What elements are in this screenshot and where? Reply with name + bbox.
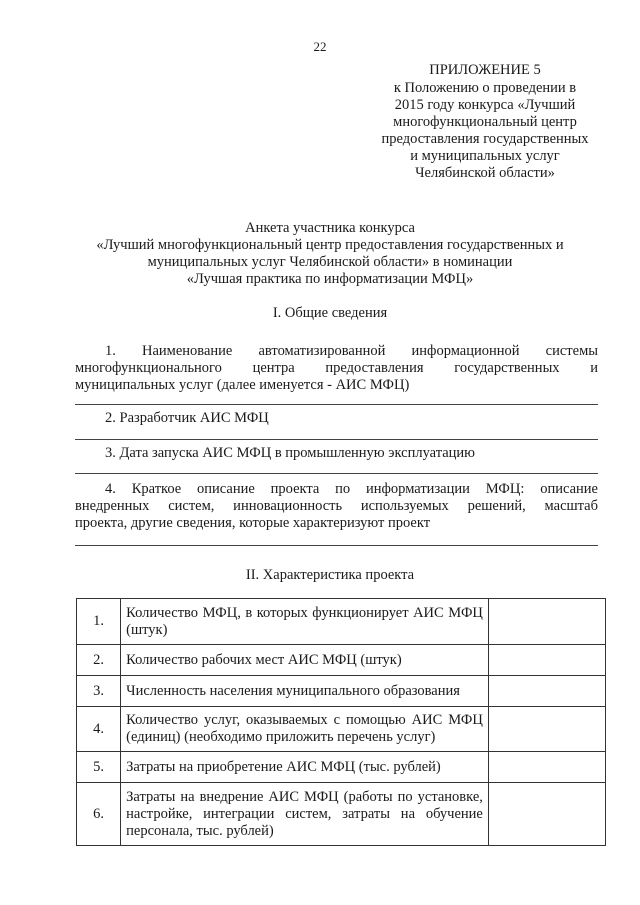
table-row [77, 599, 606, 645]
item-4-paragraph [75, 481, 598, 532]
row-value-cell[interactable] [488, 783, 605, 846]
characteristics-table [76, 598, 606, 846]
row-value-cell[interactable] [488, 707, 605, 752]
row-number: 4. [77, 707, 121, 752]
item-1-line: 1. Наименование автоматизированной информационной системы [105, 343, 598, 359]
item-1-paragraph [75, 343, 598, 394]
row-description: Затраты на внедрение АИС МФЦ (работы по установке, настройке, интеграции систем, затраты на обучение персонала, тыс. рублей) [121, 783, 489, 846]
section-2-title: II. Характеристика проекта [245, 567, 415, 583]
row-number: 6. [77, 783, 121, 846]
heading-line: муниципальных услуг Челябинской области» в номинации [147, 254, 513, 270]
heading-line: Анкета участника конкурса [245, 220, 415, 236]
table-row [77, 752, 606, 783]
appendix-block [370, 62, 600, 182]
row-description: Затраты на приобретение АИС МФЦ (тыс. рублей) [121, 752, 489, 783]
appendix-line: Челябинской области» [415, 165, 555, 181]
row-value-cell[interactable] [488, 599, 605, 645]
section-1-title: I. Общие сведения [272, 305, 388, 321]
item-1-line: муниципальных услуг (далее именуется - АИС МФЦ) [75, 377, 410, 393]
appendix-line: и муниципальных услуг [410, 148, 560, 164]
answer-line-3[interactable] [75, 473, 598, 474]
item-2-label: 2. Разработчик АИС МФЦ [105, 410, 269, 426]
item-4-line: 4. Краткое описание проекта по информатизации МФЦ: описание [105, 481, 598, 497]
row-number: 1. [77, 599, 121, 645]
heading-line: «Лучший многофункциональный центр предоставления государственных и [96, 237, 564, 253]
row-description: Численность населения муниципального образования [121, 676, 489, 707]
item-3-label: 3. Дата запуска АИС МФЦ в промышленную эксплуатацию [105, 445, 476, 461]
appendix-line: предоставления государственных [381, 131, 589, 147]
row-number: 3. [77, 676, 121, 707]
answer-line-1[interactable] [75, 404, 598, 405]
item-4-line: проекта, другие сведения, которые характеризуют проект [75, 515, 431, 531]
appendix-line: 2015 году конкурса «Лучший [394, 97, 576, 113]
row-description: Количество рабочих мест АИС МФЦ (штук) [121, 645, 489, 676]
answer-line-4[interactable] [75, 545, 598, 546]
appendix-title: ПРИЛОЖЕНИЕ 5 [429, 62, 541, 78]
item-1-line: многофункционального центра предоставления государственных и [75, 360, 598, 376]
item-4-line: внедренных систем, инновационность используемых решений, масштаб [75, 498, 598, 514]
row-number: 2. [77, 645, 121, 676]
appendix-line: к Положению о проведении в [393, 80, 577, 96]
row-value-cell[interactable] [488, 676, 605, 707]
answer-line-2[interactable] [75, 439, 598, 440]
row-description: Количество услуг, оказываемых с помощью АИС МФЦ (единиц) (необходимо приложить перечень услуг) [121, 707, 489, 752]
appendix-line: многофункциональный центр [393, 114, 577, 130]
table-row [77, 707, 606, 752]
questionnaire-heading [60, 220, 600, 288]
row-number: 5. [77, 752, 121, 783]
table-row [77, 783, 606, 846]
heading-line: «Лучшая практика по информатизации МФЦ» [186, 271, 474, 287]
row-value-cell[interactable] [488, 645, 605, 676]
table-row [77, 645, 606, 676]
row-value-cell[interactable] [488, 752, 605, 783]
page-number: 22 [313, 39, 327, 54]
row-description: Количество МФЦ, в которых функционирует АИС МФЦ (штук) [121, 599, 489, 645]
table-row [77, 676, 606, 707]
